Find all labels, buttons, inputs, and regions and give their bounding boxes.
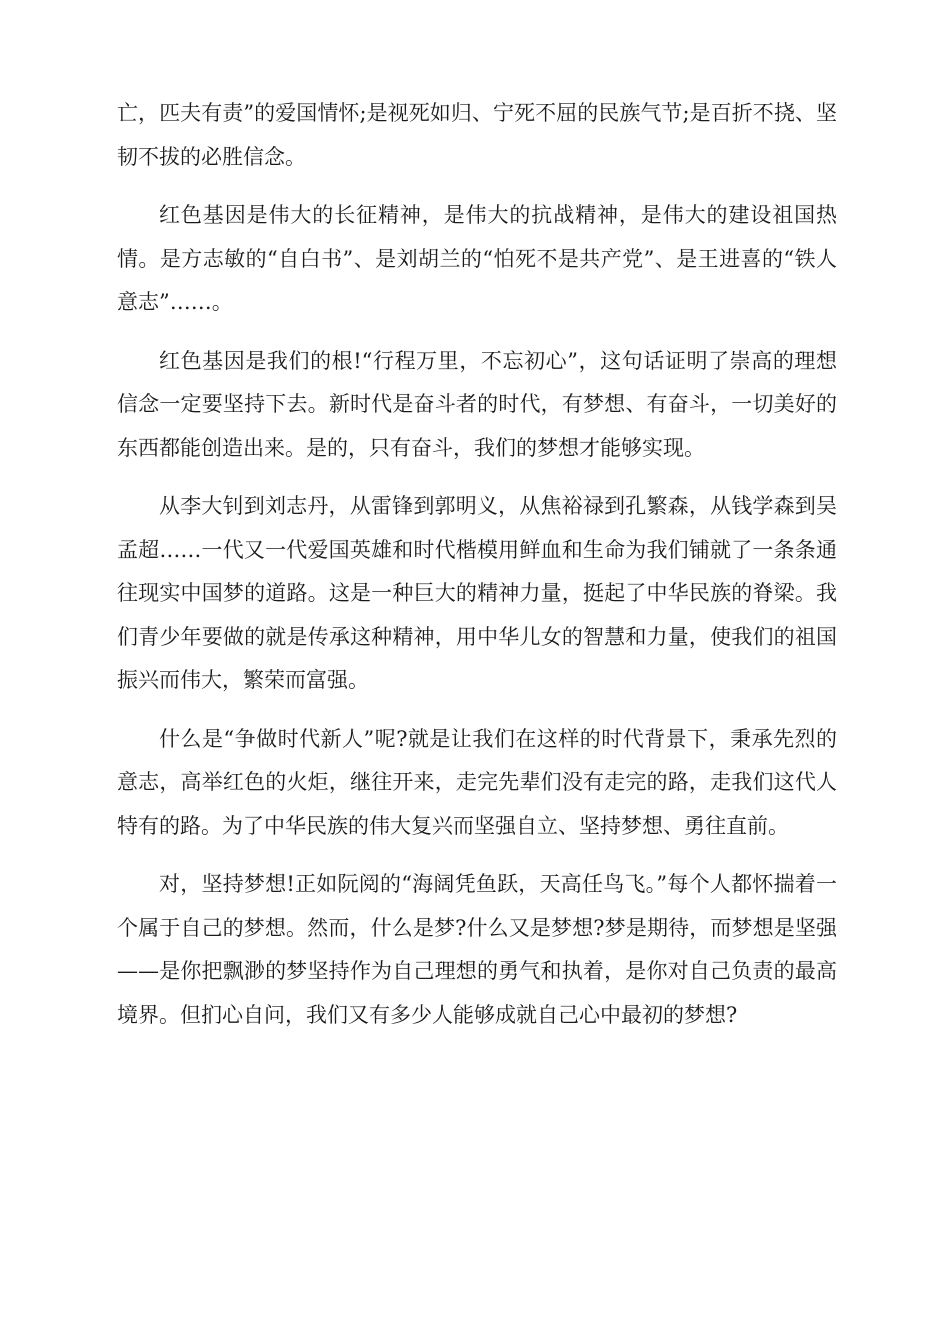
paragraph-3: 红色基因是我们的根!“行程万里，不忘初心”，这句话证明了崇高的理想信念一定要坚持下去。新时代是奋斗者的时代，有梦想、有奋斗，一切美好的东西都能创造出来。是的，只有奋斗，我们的梦想才能够实现。 bbox=[117, 348, 837, 460]
paragraph-5: 什么是“争做时代新人”呢?就是让我们在这样的时代背景下，秉承先烈的意志，高举红色的火炬，继往开来，走完先辈们没有走完的路，走我们这代人特有的路。为了中华民族的伟大复兴而坚强自立、坚持梦想、勇往直前。 bbox=[117, 726, 837, 838]
paragraph-1: 亡，匹夫有责”的爱国情怀;是视死如归、宁死不屈的民族气节;是百折不挠、坚韧不拔的必胜信念。 bbox=[117, 101, 837, 169]
paragraph-2: 红色基因是伟大的长征精神，是伟大的抗战精神，是伟大的建设祖国热情。是方志敏的“自白书”、是刘胡兰的“怕死不是共产党”、是王进喜的“铁人意志”……。 bbox=[117, 203, 837, 314]
paragraph-6: 对，坚持梦想!正如阮阅的“海阔凭鱼跃，天高任鸟飞。”每个人都怀揣着一个属于自己的梦想。然而，什么是梦?什么又是梦想?梦是期待，而梦想是坚强——是你把飘渺的梦坚持作为自己理想的勇气和执着，是你对自己负责的最高境界。但扪心自问，我们又有多少人能够成就自己心中最初的梦想? bbox=[117, 872, 837, 1027]
document-body bbox=[117, 92, 837, 1052]
paragraph-4: 从李大钊到刘志丹，从雷锋到郭明义，从焦裕禄到孔繁森，从钱学森到吴孟超……一代又一代爱国英雄和时代楷模用鲜血和生命为我们铺就了一条条通往现实中国梦的道路。这是一种巨大的精神力量，挺起了中华民族的脊梁。我们青少年要做的就是传承这种精神，用中华儿女的智慧和力量，使我们的祖国振兴而伟大，繁荣而富强。 bbox=[117, 494, 837, 692]
